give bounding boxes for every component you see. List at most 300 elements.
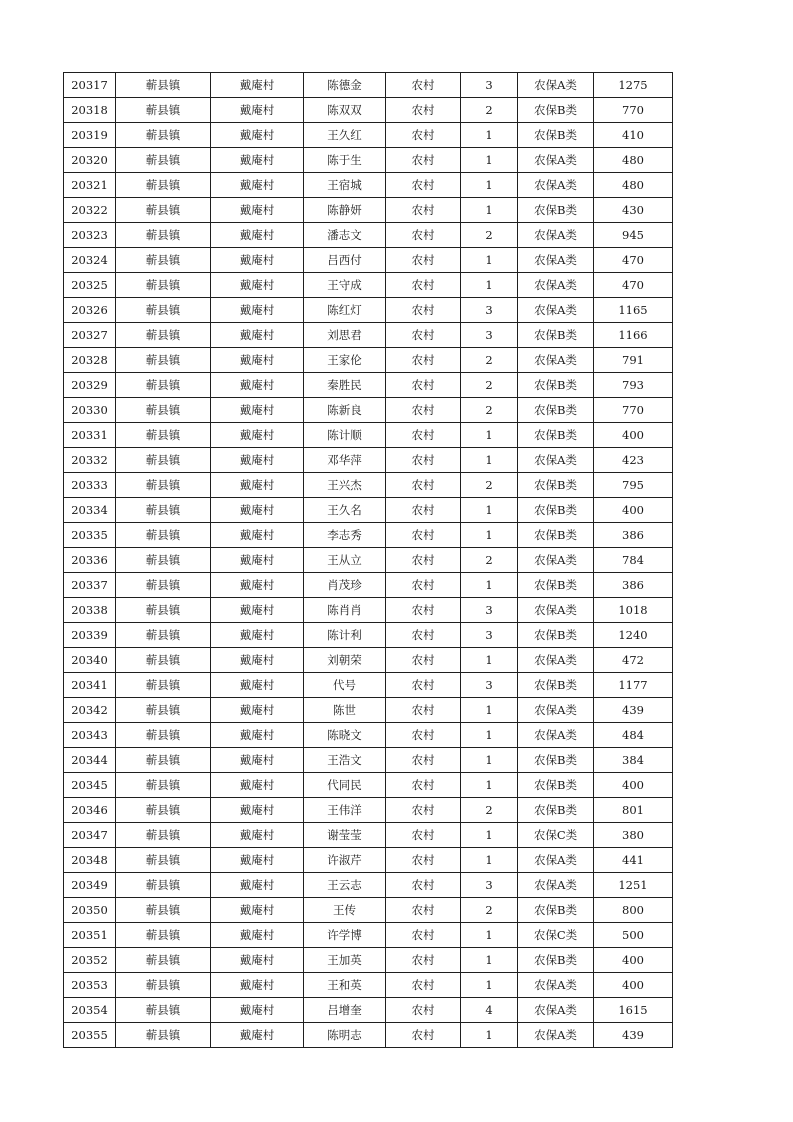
- table-row: [64, 648, 673, 673]
- cell-person-name: 王云志: [304, 873, 386, 898]
- table-row: [64, 1023, 673, 1048]
- cell-record-id: 20333: [64, 473, 116, 498]
- cell-person-name: 刘思君: [304, 323, 386, 348]
- cell-town: 蕲县镇: [116, 148, 211, 173]
- cell-person-name: 刘朝荣: [304, 648, 386, 673]
- cell-record-id: 20325: [64, 273, 116, 298]
- cell-amount: 400: [594, 498, 673, 523]
- cell-insurance-category: 农保A类: [518, 248, 594, 273]
- cell-record-id: 20323: [64, 223, 116, 248]
- cell-insurance-category: 农保B类: [518, 948, 594, 973]
- table-row: [64, 748, 673, 773]
- cell-insurance-category: 农保B类: [518, 98, 594, 123]
- cell-town: 蕲县镇: [116, 348, 211, 373]
- cell-town: 蕲县镇: [116, 848, 211, 873]
- cell-residence-type: 农村: [386, 698, 461, 723]
- cell-person-name: 王加英: [304, 948, 386, 973]
- cell-amount: 400: [594, 423, 673, 448]
- cell-amount: 410: [594, 123, 673, 148]
- cell-town: 蕲县镇: [116, 598, 211, 623]
- cell-insurance-category: 农保A类: [518, 873, 594, 898]
- table-row: [64, 148, 673, 173]
- cell-residence-type: 农村: [386, 573, 461, 598]
- cell-amount: 770: [594, 398, 673, 423]
- cell-residence-type: 农村: [386, 823, 461, 848]
- cell-amount: 439: [594, 698, 673, 723]
- cell-amount: 400: [594, 773, 673, 798]
- cell-amount: 800: [594, 898, 673, 923]
- cell-village: 戴庵村: [211, 348, 304, 373]
- cell-person-name: 王兴杰: [304, 473, 386, 498]
- cell-village: 戴庵村: [211, 898, 304, 923]
- cell-insurance-category: 农保B类: [518, 498, 594, 523]
- cell-insurance-category: 农保A类: [518, 223, 594, 248]
- cell-town: 蕲县镇: [116, 873, 211, 898]
- cell-person-name: 王久红: [304, 123, 386, 148]
- cell-amount: 384: [594, 748, 673, 773]
- cell-insurance-category: 农保A类: [518, 648, 594, 673]
- cell-village: 戴庵村: [211, 823, 304, 848]
- table-row: [64, 723, 673, 748]
- cell-insurance-category: 农保C类: [518, 923, 594, 948]
- cell-person-name: 陈计利: [304, 623, 386, 648]
- cell-town: 蕲县镇: [116, 398, 211, 423]
- cell-person-name: 王久名: [304, 498, 386, 523]
- table-row: [64, 998, 673, 1023]
- cell-village: 戴庵村: [211, 598, 304, 623]
- cell-village: 戴庵村: [211, 623, 304, 648]
- cell-record-id: 20337: [64, 573, 116, 598]
- cell-residence-type: 农村: [386, 248, 461, 273]
- cell-person-name: 陈于生: [304, 148, 386, 173]
- cell-residence-type: 农村: [386, 348, 461, 373]
- cell-person-count: 1: [461, 498, 518, 523]
- cell-insurance-category: 农保B类: [518, 123, 594, 148]
- cell-record-id: 20319: [64, 123, 116, 148]
- cell-record-id: 20347: [64, 823, 116, 848]
- cell-amount: 1275: [594, 73, 673, 98]
- cell-record-id: 20322: [64, 198, 116, 223]
- cell-person-name: 陈德金: [304, 73, 386, 98]
- cell-person-name: 陈世: [304, 698, 386, 723]
- cell-town: 蕲县镇: [116, 623, 211, 648]
- cell-insurance-category: 农保A类: [518, 148, 594, 173]
- cell-village: 戴庵村: [211, 498, 304, 523]
- cell-person-count: 1: [461, 948, 518, 973]
- cell-residence-type: 农村: [386, 323, 461, 348]
- cell-person-name: 邓华萍: [304, 448, 386, 473]
- cell-record-id: 20353: [64, 973, 116, 998]
- cell-amount: 470: [594, 273, 673, 298]
- cell-residence-type: 农村: [386, 973, 461, 998]
- cell-record-id: 20327: [64, 323, 116, 348]
- cell-town: 蕲县镇: [116, 323, 211, 348]
- cell-record-id: 20352: [64, 948, 116, 973]
- cell-town: 蕲县镇: [116, 248, 211, 273]
- cell-village: 戴庵村: [211, 123, 304, 148]
- cell-record-id: 20344: [64, 748, 116, 773]
- cell-insurance-category: 农保A类: [518, 723, 594, 748]
- cell-person-count: 1: [461, 123, 518, 148]
- cell-town: 蕲县镇: [116, 198, 211, 223]
- table-row: [64, 548, 673, 573]
- cell-town: 蕲县镇: [116, 423, 211, 448]
- cell-record-id: 20326: [64, 298, 116, 323]
- cell-person-name: 王宿城: [304, 173, 386, 198]
- cell-person-count: 1: [461, 248, 518, 273]
- cell-village: 戴庵村: [211, 223, 304, 248]
- cell-village: 戴庵村: [211, 423, 304, 448]
- cell-record-id: 20336: [64, 548, 116, 573]
- table-row: [64, 423, 673, 448]
- cell-record-id: 20343: [64, 723, 116, 748]
- cell-residence-type: 农村: [386, 748, 461, 773]
- table-row: [64, 973, 673, 998]
- cell-village: 戴庵村: [211, 248, 304, 273]
- cell-person-count: 2: [461, 223, 518, 248]
- cell-person-count: 1: [461, 448, 518, 473]
- cell-amount: 1177: [594, 673, 673, 698]
- cell-person-name: 谢莹莹: [304, 823, 386, 848]
- cell-person-name: 王伟洋: [304, 798, 386, 823]
- cell-town: 蕲县镇: [116, 123, 211, 148]
- cell-person-name: 代号: [304, 673, 386, 698]
- cell-amount: 784: [594, 548, 673, 573]
- table-row: [64, 923, 673, 948]
- cell-town: 蕲县镇: [116, 523, 211, 548]
- cell-person-count: 1: [461, 173, 518, 198]
- cell-person-name: 王从立: [304, 548, 386, 573]
- cell-record-id: 20354: [64, 998, 116, 1023]
- cell-village: 戴庵村: [211, 323, 304, 348]
- cell-residence-type: 农村: [386, 523, 461, 548]
- cell-insurance-category: 农保B类: [518, 423, 594, 448]
- table-row: [64, 848, 673, 873]
- table-row: [64, 773, 673, 798]
- cell-person-count: 1: [461, 698, 518, 723]
- table-row: [64, 173, 673, 198]
- cell-person-count: 1: [461, 973, 518, 998]
- cell-residence-type: 农村: [386, 98, 461, 123]
- cell-insurance-category: 农保A类: [518, 73, 594, 98]
- table-row: [64, 223, 673, 248]
- cell-amount: 386: [594, 523, 673, 548]
- table-row: [64, 348, 673, 373]
- cell-amount: 430: [594, 198, 673, 223]
- cell-residence-type: 农村: [386, 548, 461, 573]
- cell-town: 蕲县镇: [116, 298, 211, 323]
- cell-person-count: 1: [461, 773, 518, 798]
- cell-insurance-category: 农保B类: [518, 373, 594, 398]
- cell-village: 戴庵村: [211, 548, 304, 573]
- cell-insurance-category: 农保B类: [518, 623, 594, 648]
- cell-residence-type: 农村: [386, 873, 461, 898]
- cell-amount: 945: [594, 223, 673, 248]
- cell-residence-type: 农村: [386, 73, 461, 98]
- cell-amount: 400: [594, 973, 673, 998]
- cell-record-id: 20330: [64, 398, 116, 423]
- table-body: [64, 73, 673, 1048]
- cell-person-count: 1: [461, 148, 518, 173]
- cell-village: 戴庵村: [211, 473, 304, 498]
- cell-person-name: 陈计顺: [304, 423, 386, 448]
- cell-village: 戴庵村: [211, 573, 304, 598]
- table-row: [64, 273, 673, 298]
- cell-village: 戴庵村: [211, 398, 304, 423]
- cell-record-id: 20342: [64, 698, 116, 723]
- cell-amount: 1240: [594, 623, 673, 648]
- cell-town: 蕲县镇: [116, 573, 211, 598]
- table-row: [64, 123, 673, 148]
- cell-residence-type: 农村: [386, 473, 461, 498]
- table-row: [64, 448, 673, 473]
- cell-residence-type: 农村: [386, 273, 461, 298]
- cell-person-name: 陈双双: [304, 98, 386, 123]
- cell-village: 戴庵村: [211, 523, 304, 548]
- cell-record-id: 20331: [64, 423, 116, 448]
- cell-village: 戴庵村: [211, 148, 304, 173]
- cell-record-id: 20335: [64, 523, 116, 548]
- cell-town: 蕲县镇: [116, 73, 211, 98]
- cell-amount: 441: [594, 848, 673, 873]
- cell-person-count: 1: [461, 198, 518, 223]
- cell-residence-type: 农村: [386, 998, 461, 1023]
- cell-residence-type: 农村: [386, 1023, 461, 1048]
- cell-village: 戴庵村: [211, 848, 304, 873]
- cell-amount: 793: [594, 373, 673, 398]
- cell-town: 蕲县镇: [116, 798, 211, 823]
- cell-person-name: 许淑芹: [304, 848, 386, 873]
- cell-person-count: 2: [461, 373, 518, 398]
- cell-insurance-category: 农保A类: [518, 448, 594, 473]
- cell-insurance-category: 农保B类: [518, 573, 594, 598]
- cell-person-count: 1: [461, 748, 518, 773]
- cell-amount: 423: [594, 448, 673, 473]
- cell-residence-type: 农村: [386, 298, 461, 323]
- cell-person-count: 1: [461, 423, 518, 448]
- cell-village: 戴庵村: [211, 998, 304, 1023]
- cell-village: 戴庵村: [211, 98, 304, 123]
- cell-town: 蕲县镇: [116, 748, 211, 773]
- cell-person-name: 陈肖肖: [304, 598, 386, 623]
- cell-town: 蕲县镇: [116, 973, 211, 998]
- cell-record-id: 20340: [64, 648, 116, 673]
- cell-amount: 770: [594, 98, 673, 123]
- cell-amount: 380: [594, 823, 673, 848]
- cell-insurance-category: 农保A类: [518, 973, 594, 998]
- table-row: [64, 498, 673, 523]
- cell-insurance-category: 农保B类: [518, 523, 594, 548]
- table-row: [64, 473, 673, 498]
- cell-record-id: 20324: [64, 248, 116, 273]
- table-row: [64, 73, 673, 98]
- cell-record-id: 20320: [64, 148, 116, 173]
- table-row: [64, 823, 673, 848]
- cell-amount: 480: [594, 173, 673, 198]
- cell-record-id: 20339: [64, 623, 116, 648]
- table-row: [64, 398, 673, 423]
- cell-town: 蕲县镇: [116, 1023, 211, 1048]
- cell-amount: 1165: [594, 298, 673, 323]
- cell-residence-type: 农村: [386, 673, 461, 698]
- cell-amount: 791: [594, 348, 673, 373]
- cell-residence-type: 农村: [386, 773, 461, 798]
- cell-village: 戴庵村: [211, 298, 304, 323]
- cell-village: 戴庵村: [211, 948, 304, 973]
- cell-residence-type: 农村: [386, 948, 461, 973]
- cell-person-count: 2: [461, 473, 518, 498]
- cell-person-name: 王守成: [304, 273, 386, 298]
- cell-person-count: 2: [461, 798, 518, 823]
- cell-amount: 1018: [594, 598, 673, 623]
- cell-person-name: 王家伦: [304, 348, 386, 373]
- cell-person-count: 2: [461, 898, 518, 923]
- cell-person-count: 1: [461, 573, 518, 598]
- table-row: [64, 798, 673, 823]
- cell-record-id: 20318: [64, 98, 116, 123]
- cell-insurance-category: 农保B类: [518, 673, 594, 698]
- cell-insurance-category: 农保B类: [518, 198, 594, 223]
- cell-record-id: 20345: [64, 773, 116, 798]
- cell-insurance-category: 农保B类: [518, 323, 594, 348]
- cell-record-id: 20351: [64, 923, 116, 948]
- table-row: [64, 598, 673, 623]
- cell-residence-type: 农村: [386, 398, 461, 423]
- cell-town: 蕲县镇: [116, 473, 211, 498]
- cell-village: 戴庵村: [211, 173, 304, 198]
- cell-residence-type: 农村: [386, 173, 461, 198]
- table-row: [64, 523, 673, 548]
- cell-person-name: 代同民: [304, 773, 386, 798]
- cell-person-name: 吕西付: [304, 248, 386, 273]
- cell-amount: 480: [594, 148, 673, 173]
- cell-insurance-category: 农保A类: [518, 698, 594, 723]
- cell-town: 蕲县镇: [116, 223, 211, 248]
- cell-village: 戴庵村: [211, 448, 304, 473]
- cell-town: 蕲县镇: [116, 923, 211, 948]
- cell-residence-type: 农村: [386, 373, 461, 398]
- cell-village: 戴庵村: [211, 723, 304, 748]
- records-table: [63, 72, 673, 1048]
- cell-residence-type: 农村: [386, 648, 461, 673]
- cell-village: 戴庵村: [211, 698, 304, 723]
- cell-person-count: 1: [461, 1023, 518, 1048]
- cell-record-id: 20329: [64, 373, 116, 398]
- cell-person-name: 吕增奎: [304, 998, 386, 1023]
- cell-insurance-category: 农保B类: [518, 748, 594, 773]
- cell-person-count: 1: [461, 723, 518, 748]
- table-row: [64, 323, 673, 348]
- cell-town: 蕲县镇: [116, 273, 211, 298]
- cell-insurance-category: 农保C类: [518, 823, 594, 848]
- cell-person-name: 许学博: [304, 923, 386, 948]
- cell-village: 戴庵村: [211, 773, 304, 798]
- cell-amount: 400: [594, 948, 673, 973]
- cell-amount: 386: [594, 573, 673, 598]
- cell-person-count: 3: [461, 673, 518, 698]
- cell-residence-type: 农村: [386, 798, 461, 823]
- cell-insurance-category: 农保A类: [518, 273, 594, 298]
- cell-person-count: 1: [461, 923, 518, 948]
- table-row: [64, 873, 673, 898]
- cell-person-count: 1: [461, 823, 518, 848]
- cell-record-id: 20321: [64, 173, 116, 198]
- cell-record-id: 20355: [64, 1023, 116, 1048]
- cell-residence-type: 农村: [386, 848, 461, 873]
- cell-person-name: 肖茂珍: [304, 573, 386, 598]
- cell-amount: 1166: [594, 323, 673, 348]
- cell-amount: 801: [594, 798, 673, 823]
- cell-insurance-category: 农保A类: [518, 848, 594, 873]
- cell-village: 戴庵村: [211, 873, 304, 898]
- cell-residence-type: 农村: [386, 723, 461, 748]
- table-row: [64, 198, 673, 223]
- cell-town: 蕲县镇: [116, 173, 211, 198]
- cell-person-name: 陈晓文: [304, 723, 386, 748]
- cell-insurance-category: 农保A类: [518, 348, 594, 373]
- cell-insurance-category: 农保A类: [518, 548, 594, 573]
- cell-town: 蕲县镇: [116, 998, 211, 1023]
- cell-person-count: 1: [461, 273, 518, 298]
- cell-town: 蕲县镇: [116, 498, 211, 523]
- cell-record-id: 20341: [64, 673, 116, 698]
- cell-person-name: 王传: [304, 898, 386, 923]
- cell-amount: 484: [594, 723, 673, 748]
- cell-insurance-category: 农保A类: [518, 998, 594, 1023]
- table-row: [64, 373, 673, 398]
- cell-village: 戴庵村: [211, 973, 304, 998]
- cell-person-count: 2: [461, 348, 518, 373]
- cell-person-count: 3: [461, 323, 518, 348]
- cell-insurance-category: 农保A类: [518, 598, 594, 623]
- cell-town: 蕲县镇: [116, 548, 211, 573]
- cell-record-id: 20328: [64, 348, 116, 373]
- cell-person-count: 1: [461, 848, 518, 873]
- cell-town: 蕲县镇: [116, 673, 211, 698]
- cell-amount: 1615: [594, 998, 673, 1023]
- cell-town: 蕲县镇: [116, 723, 211, 748]
- cell-person-count: 1: [461, 648, 518, 673]
- cell-record-id: 20350: [64, 898, 116, 923]
- cell-residence-type: 农村: [386, 123, 461, 148]
- cell-town: 蕲县镇: [116, 648, 211, 673]
- cell-village: 戴庵村: [211, 373, 304, 398]
- table-row: [64, 248, 673, 273]
- cell-village: 戴庵村: [211, 923, 304, 948]
- cell-village: 戴庵村: [211, 1023, 304, 1048]
- cell-person-count: 3: [461, 598, 518, 623]
- cell-insurance-category: 农保B类: [518, 798, 594, 823]
- cell-person-count: 3: [461, 73, 518, 98]
- cell-residence-type: 农村: [386, 223, 461, 248]
- table-row: [64, 698, 673, 723]
- cell-amount: 500: [594, 923, 673, 948]
- cell-residence-type: 农村: [386, 448, 461, 473]
- cell-residence-type: 农村: [386, 148, 461, 173]
- cell-residence-type: 农村: [386, 923, 461, 948]
- cell-person-count: 3: [461, 623, 518, 648]
- cell-insurance-category: 农保A类: [518, 1023, 594, 1048]
- cell-town: 蕲县镇: [116, 898, 211, 923]
- cell-record-id: 20332: [64, 448, 116, 473]
- table-row: [64, 898, 673, 923]
- cell-person-name: 潘志文: [304, 223, 386, 248]
- cell-village: 戴庵村: [211, 273, 304, 298]
- cell-person-name: 秦胜民: [304, 373, 386, 398]
- cell-village: 戴庵村: [211, 798, 304, 823]
- cell-town: 蕲县镇: [116, 448, 211, 473]
- cell-person-count: 3: [461, 873, 518, 898]
